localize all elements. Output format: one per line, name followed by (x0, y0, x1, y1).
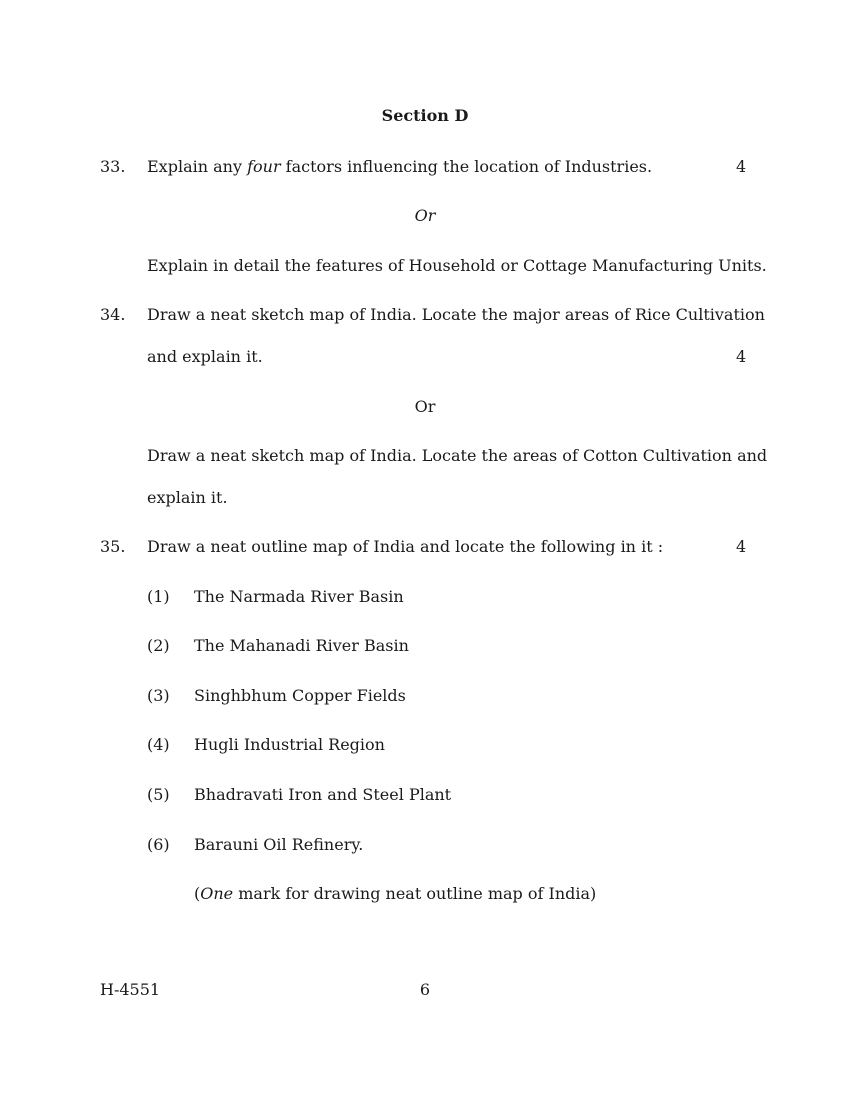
question-34-alt-line1: Draw a neat sketch map of India. Locate the areas of Cotton Cultivation and (147, 446, 768, 465)
question-33-or: Or (414, 206, 436, 225)
question-35-number: 35. (100, 537, 126, 556)
question-34-marks: 4 (736, 347, 747, 366)
question-34-alt-line2: explain it. (147, 488, 228, 507)
question-33-text-post: factors influencing the location of Industries. (280, 157, 653, 176)
question-35-marks: 4 (736, 537, 747, 556)
note-rest: mark for drawing neat outline map of India) (233, 884, 597, 903)
list-item-number: (3) (147, 686, 170, 705)
list-item: Barauni Oil Refinery. (194, 835, 364, 854)
question-35-note (194, 884, 596, 903)
note-em: One (200, 884, 234, 903)
question-34-number: 34. (100, 305, 126, 324)
question-34-line2: and explain it. (147, 347, 263, 366)
list-item-number: (6) (147, 835, 170, 854)
list-item-number: (5) (147, 785, 170, 804)
list-item-number: (2) (147, 636, 170, 655)
page-number: 6 (419, 980, 431, 999)
question-33-alternative: Explain in detail the features of Household or Cottage Manufacturing Units. (147, 256, 767, 275)
question-35-text: Draw a neat outline map of India and locate the following in it : (147, 537, 664, 556)
question-33-marks: 4 (736, 157, 747, 176)
question-34-line1: Draw a neat sketch map of India. Locate the major areas of Rice Cultivation (147, 305, 765, 324)
question-33-text-pre: Explain any (147, 157, 248, 176)
list-item-number: (1) (147, 587, 170, 606)
list-item: The Mahanadi River Basin (194, 636, 409, 655)
question-33-text-em: four (247, 157, 281, 176)
list-item: Bhadravati Iron and Steel Plant (194, 785, 452, 804)
list-item: Singhbhum Copper Fields (194, 686, 406, 705)
question-33-text (147, 157, 652, 176)
footer-code: H-4551 (100, 980, 161, 999)
list-item-number: (4) (147, 735, 170, 754)
note-open: ( (194, 884, 201, 903)
question-33-number: 33. (100, 157, 126, 176)
question-34-or: Or (414, 397, 436, 416)
list-item: Hugli Industrial Region (194, 735, 385, 754)
list-item: The Narmada River Basin (194, 587, 404, 606)
section-title: Section D (381, 106, 469, 125)
